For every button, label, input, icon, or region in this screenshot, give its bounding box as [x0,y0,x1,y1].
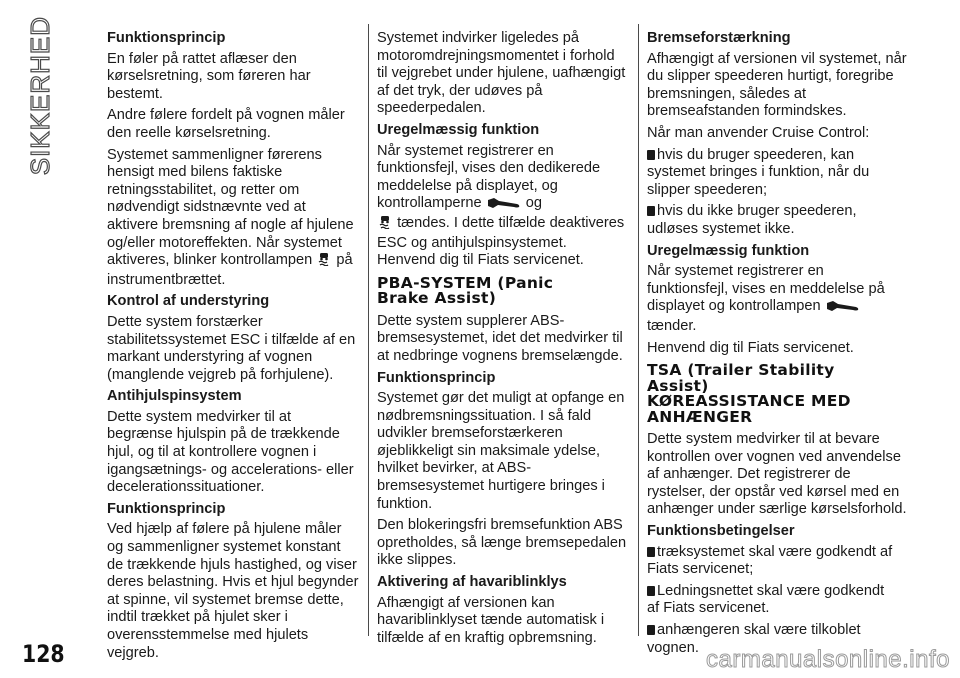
bullet-continuation: udløses systemet ikke. [647,220,795,237]
heading-funktionsbetingelser: Funktionsbetingelser [647,523,795,540]
paragraph-text: på instrumentbrættet. [107,252,353,288]
bullet-text: anhængeren skal være tilkoblet [657,622,861,639]
paragraph: Systemet indvirker ligeledes på motoromdrejningsmomentet i forhold til vejgrebet under hjulene, uafhængigt af det tryk, der udøves på speederpedalen. [377,30,626,117]
paragraph: En føler på rattet aflæser den kørselsretning, som føreren har bestemt. [107,50,311,102]
bullet-square-icon [647,547,655,557]
paragraph: Dette system forstærker stabilitetssystemet ESC i tilfælde af en markant understyring af vognen (manglende vejgreb på forhjulene). [107,313,356,383]
watermark-logo: carmanualsonline.info [706,646,950,673]
paragraph [107,147,359,290]
paragraph [647,263,907,335]
column-2 [377,30,629,651]
paragraph: Systemet gør det muligt at opfange en nødbremsningssituation. I så fald udvikler bremseforstærkeren øjeblikkeligt sin maksimale ydelse, hvilket bevirker, at ABS-bremsesystemet hurtigere bringes i funktion. [377,390,625,512]
paragraph [377,143,629,270]
heading-uregelmaessig-funktion-2: Uregelmæssig funktion [647,242,810,259]
paragraph: Den blokeringsfri bremsefunktion ABS opretholdes, så længe bremsepedalen ikke slippes. [377,517,627,569]
skidding-car-icon [378,215,392,235]
paragraph: Dette system supplerer ABS-bremsesystemet, idet det medvirker til at nedbringe vognens bremselængde. [377,312,623,364]
paragraph: Afhængigt af versionen kan havariblinklyset tænde automatisk i tilfælde af en kraftig opbremsning. [377,594,605,646]
paragraph-text: tænder. [647,317,697,334]
wrench-icon [826,300,860,318]
section-title-line: Assist) [647,376,709,395]
paragraph-text: Når systemet registrerer en funktionsfejl, vises en meddelelse på displayet og kontrollampen [647,263,885,315]
bullet-item [647,622,907,640]
heading-kontrol-af-understyring: Kontrol af understyring [107,293,270,310]
heading-funktionsprincip-3: Funktionsprincip [377,369,496,386]
bullet-square-icon [647,625,655,635]
column-1 [107,30,359,666]
heading-antihjulspinsystem: Antihjulspinsystem [107,388,242,405]
bullet-text: hvis du bruger speederen, kan [657,146,855,163]
paragraph-text: Systemet sammenligner førerens hensigt med bilens faktiske retningsstabilitet, og retter om nødvendigt sidstnævnte ved at aktivere bremsning af nogle af hjulene og/eller motoreffekten. Når systemet aktiveres, blinker kontrollampen [107,146,354,269]
bullet-text: træksystemet skal være godkendt af [657,543,893,560]
column-3 [647,30,907,661]
paragraph-text: og [525,195,543,212]
page-number: 128 [22,640,65,668]
paragraph: Andre følere fordelt på vognen måler den reelle kørselsretning. [107,107,345,141]
section-side-label-text: SIKKERHED [24,16,55,176]
bullet-item [647,203,907,221]
paragraph: Afhængigt af versionen vil systemet, når du slipper speederen hurtigt, foregribe bremsningen, således at bremseafstanden formindskes. [647,50,907,120]
section-side-label [20,16,60,176]
bullet-item [647,147,907,165]
paragraph: Dette system medvirker til at begrænse hjulspin på de trækkende hjul, og til at kontrollere vognen i igangsætnings- og accelerations- eller decelerationssituationer. [107,408,354,496]
section-title-line: Brake Assist) [377,289,497,308]
heading-aktivering-af-havariblinklys: Aktivering af havariblinklys [377,574,567,591]
bullet-continuation: Fiats servicenet; [647,561,754,578]
heading-funktionsprincip-2: Funktionsprincip [107,500,226,517]
heading-bremseforstaerkning: Bremseforstærkning [647,30,791,46]
wrench-icon [487,197,521,215]
bullet-continuation: af Fiats servicenet. [647,600,770,617]
paragraph: Ved hjælp af følere på hjulene måler og sammenligner systemet konstant de trækkende hjuls hastighed, og viser deres belastning. Hvis et hjul begynder at spinne, vil systemet bremse dette, indtil trækket på hjulet sker i overensstemmelse med hjulets vejgreb. [107,521,359,661]
bullet-continuation: vognen. [647,639,699,656]
heading-uregelmaessig-funktion: Uregelmæssig funktion [377,121,540,138]
paragraph: Henvend dig til Fiats servicenet. [647,339,854,356]
section-title-line: TSA (Trailer Stability [647,361,835,380]
column-divider-right [638,24,639,636]
bullet-item [647,583,907,601]
section-title-line: ANHÆNGER [647,407,753,426]
section-title-tsa [647,363,907,425]
paragraph: Dette system medvirker til at bevare kontrollen over vognen ved anvendelse af anhænger. Det registrerer de rystelser, der opstår ved kørsel med en anhænger under særlige kørselsforhold. [647,431,907,518]
bullet-square-icon [647,150,655,160]
paragraph-text: Når systemet registrerer en funktionsfejl, vises den dedikerede meddelelse på displayet, og kontrollamperne [377,142,601,212]
section-title-line: PBA-SYSTEM (Panic [377,273,554,292]
section-title-pba [377,273,629,308]
section-title-line: KØREASSISTANCE MED [647,392,851,411]
paragraph: Når man anvender Cruise Control: [647,124,870,141]
bullet-square-icon [647,206,655,216]
bullet-text: Ledningsnettet skal være godkendt [657,582,885,599]
bullet-item [647,544,907,562]
heading-funktionsprincip: Funktionsprincip [107,30,226,46]
paragraph-text: tændes. I dette tilfælde deaktiveres ESC og antihjulspinsystemet. Henvend dig til Fiats servicenet. [377,214,625,269]
bullet-text: hvis du ikke bruger speederen, [657,203,857,220]
bullet-square-icon [647,586,655,596]
skidding-car-icon [317,252,331,272]
bullet-continuation: systemet bringes i funktion, når du slipper speederen; [647,164,870,198]
column-divider-left [368,24,369,636]
